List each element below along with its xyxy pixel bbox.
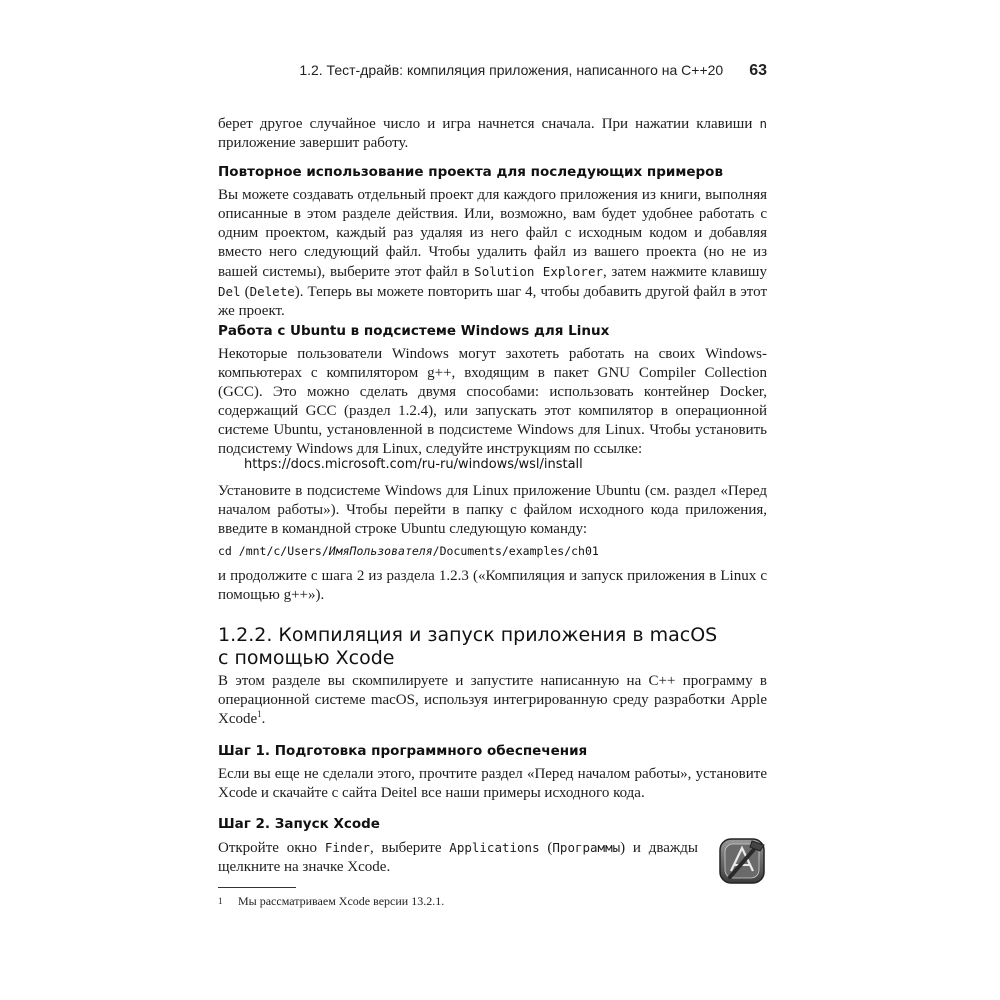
footnote-ref: 1 (257, 709, 262, 719)
reuse-paragraph: Вы можете создавать отдельный проект для каждого приложения из книги, выполняя описанные в этом разделе действия. Или, возможно, вам будет удобнее работать с одним проектом, каждый раз удаляя из него файл с исходным кодом и добавляя вместо него следующий файл. Чтобы удалить файл из вашего проекта (но не из вашей системы), выберите этот файл в Solution Explorer, затем нажмите клавишу Del (Delete). Теперь вы можете повторить шаг 4, чтобы добавить другой файл в этот же проект. (218, 187, 767, 319)
ubuntu-paragraph: Некоторые пользователи Windows могут захотеть работать на своих Windows-компьютерах с компилятором g++, входящим в пакет GNU Compiler Collection (GCC). Это можно сделать двумя способами: использовать контейнер Docker, содержащий GCC (раздел 1.2.4), или запускать этот компилятор в операционной системе Ubuntu, установленной в подсистеме Windows для Linux. Чтобы установить подсистему Windows для Linux, следуйте инструкциям по ссылке: (218, 346, 767, 457)
page-number: 63 (749, 62, 767, 79)
solution-explorer-term: Solution Explorer (474, 264, 604, 279)
footnote-mark: 1 (218, 896, 223, 906)
footnote (218, 894, 767, 909)
cd-command: cd /mnt/c/Users/ИмяПользователя/Documents/examples/ch01 (218, 544, 599, 558)
wsl-install-link[interactable]: https://docs.microsoft.com/ru-ru/windows/wsl/install (244, 457, 583, 472)
running-header (218, 62, 767, 84)
del-key: Del (218, 284, 241, 299)
continue-paragraph: и продолжите с шага 2 из раздела 1.2.3 («Компиляция и запуск приложения в Linux с помощью g++»). (218, 568, 767, 603)
xcode-icon (716, 833, 770, 887)
step1-paragraph: Если вы еще не сделали этого, прочтите раздел «Перед началом работы», установите Xcode и скачайте с сайта Deitel все наши примеры исходного кода. (218, 766, 767, 801)
applications-term: Applications (449, 840, 540, 855)
section-heading-macos: 1.2.2. Компиляция и запуск приложения в macOS с помощью Xcode (218, 624, 718, 669)
header-title: 1.2. Тест-драйв: компиляция приложения, написанного на C++20 (299, 62, 724, 78)
finder-term: Finder (324, 840, 370, 855)
heading-reuse-project: Повторное использование проекта для последующих примеров (218, 164, 724, 180)
heading-ubuntu-wsl: Работа с Ubuntu в подсистеме Windows для Linux (218, 323, 610, 339)
ubuntu-install-paragraph: Установите в подсистеме Windows для Linux приложение Ubuntu (см. раздел «Перед началом работы»). Чтобы перейти в папку с файлом исходного кода приложения, введите в командной строке Ubuntu следующую команду: (218, 483, 767, 537)
intro-paragraph: берет другое случайное число и игра начнется сначала. При нажатии клавиши n приложение завершит работу. (218, 116, 767, 151)
key-n: n (759, 116, 767, 131)
heading-step-2: Шаг 2. Запуск Xcode (218, 816, 380, 832)
macos-paragraph: В этом разделе вы скомпилируете и запустите написанную на C++ программу в операционной системе macOS, используя интегрированную среду разработки Apple Xcode$^1$. (218, 673, 767, 727)
heading-step-1: Шаг 1. Подготовка программного обеспечения (218, 743, 588, 759)
step2-paragraph: Откройте окно Finder, выберите Applications (Программы) и дважды щелкните на значке Xcode. (218, 840, 698, 875)
footnote-divider (218, 887, 296, 888)
delete-key: Delete (249, 284, 295, 299)
footnote-text: Мы рассматриваем Xcode версии 13.2.1. (238, 894, 445, 908)
programs-term: Программы (552, 840, 621, 855)
